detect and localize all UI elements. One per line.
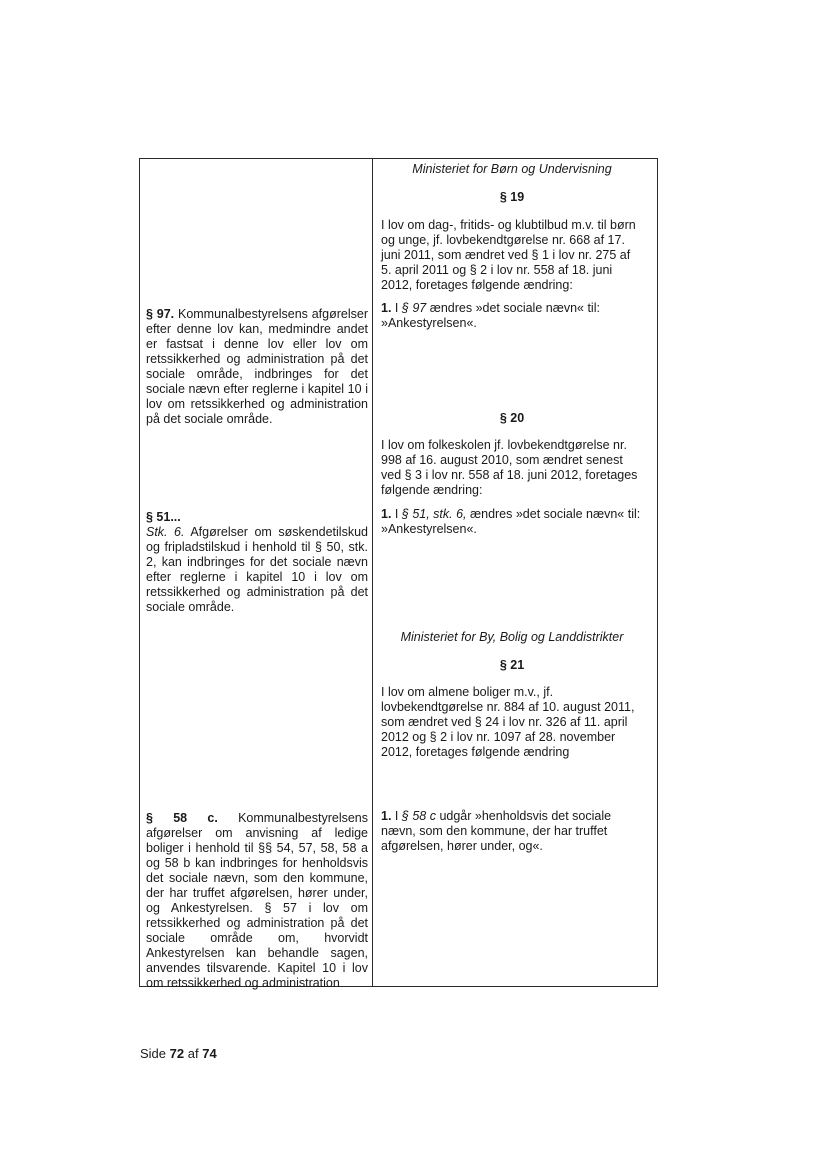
page-total: 74 xyxy=(202,1046,217,1061)
paragraph-58c-current xyxy=(146,811,368,991)
section-20-intro: I lov om folkeskolen jf. lovbekendtgørelse nr. 998 af 16. august 2010, som ændret senest ved § 3 i lov nr. 558 af 18. juni 2012, foretages følgende ændring: xyxy=(381,438,638,497)
section-19-intro: I lov om dag-, fritids- og klubtilbud m.v. til børn og unge, jf. lovbekendtgørelse nr. 668 af 17. juni 2011, som ændret ved § 1 i lov nr. 275 af 5. april 2011 og § 2 i lov nr. 558 af 18. juni 2012, foretages følgende ændring: xyxy=(381,218,636,292)
section-21-heading: § 21 xyxy=(499,658,525,672)
paragraph-51-current xyxy=(146,510,368,615)
stk-label: Stk. 6. xyxy=(146,525,185,539)
item-text: ændres »det sociale nævn« til: »Ankestyrelsen«. xyxy=(381,507,641,536)
section-21-item xyxy=(381,809,643,854)
item-prefix: I xyxy=(394,301,399,315)
item-prefix: I xyxy=(394,507,399,521)
section-20-heading: § 20 xyxy=(499,411,525,425)
page-of: af xyxy=(187,1046,199,1061)
page-footer xyxy=(140,1046,217,1061)
comparison-table xyxy=(139,158,658,990)
section-19-heading: § 19 xyxy=(499,190,525,204)
section-19-item xyxy=(381,301,643,331)
ministry-heading: Ministeriet for By, Bolig og Landdistrikter xyxy=(400,630,624,644)
item-prefix: I xyxy=(394,809,399,823)
paragraph-97-current xyxy=(146,307,368,427)
ministry-heading: Ministeriet for Børn og Undervisning xyxy=(412,162,612,176)
item-reference: § 97 xyxy=(401,301,427,315)
paragraph-heading: § 97. xyxy=(146,307,175,321)
item-number: 1. xyxy=(381,507,392,521)
item-text: ændres »det sociale nævn« til: »Ankestyrelsen«. xyxy=(381,301,600,330)
paragraph-text: Afgørelser om søskendetilskud og fripladstilskud i henhold til § 50, stk. 2, kan indbringes for det sociale nævn efter reglerne i kapitel 10 i lov om retssikkerhed og administration på det sociale område. xyxy=(146,525,368,614)
section-21-intro: I lov om almene boliger m.v., jf. lovbekendtgørelse nr. 884 af 10. august 2011, som ændret ved § 24 i lov nr. 326 af 11. april 2012 og § 2 i lov nr. 1097 af 28. november 2012, foretages følgende ændring xyxy=(381,685,635,759)
item-reference: § 58 c xyxy=(401,809,436,823)
item-text: udgår »henholdsvis det sociale nævn, som den kommune, der har truffet afgørelsen, hører under, og«. xyxy=(381,809,612,853)
item-reference: § 51, stk. 6, xyxy=(401,507,467,521)
paragraph-heading: § 58 c. xyxy=(146,811,218,825)
item-number: 1. xyxy=(381,301,392,315)
item-number: 1. xyxy=(381,809,392,823)
column-divider xyxy=(372,159,373,986)
section-20-item xyxy=(381,507,643,537)
paragraph-heading: § 51... xyxy=(146,510,181,524)
page-number: 72 xyxy=(169,1046,185,1061)
paragraph-text: Kommunalbestyrelsens afgørelser om anvisning af ledige boliger i henhold til §§ 54, 57, 58, 58 a og 58 b kan indbringes for henholdsvis det sociale nævn, som den kommune, der har truffet afgørelsen, hører under, og Ankestyrelsen. § 57 i lov om retssikkerhed og administration på det sociale område om, hvorvidt Ankestyrelsen kan behandle sagen, anvendes tilsvarende. Kapitel 10 i lov om retssikkerhed og administration xyxy=(146,811,368,990)
paragraph-text: Kommunalbestyrelsens afgørelser efter denne lov kan, medmindre andet er fastsat i denne lov eller lov om retssikkerhed og administration på det sociale område, indbringes for det sociale nævn efter reglerne i kapitel 10 i lov om retssikkerhed og administration på det sociale område. xyxy=(146,307,368,426)
page-prefix: Side xyxy=(140,1046,167,1061)
